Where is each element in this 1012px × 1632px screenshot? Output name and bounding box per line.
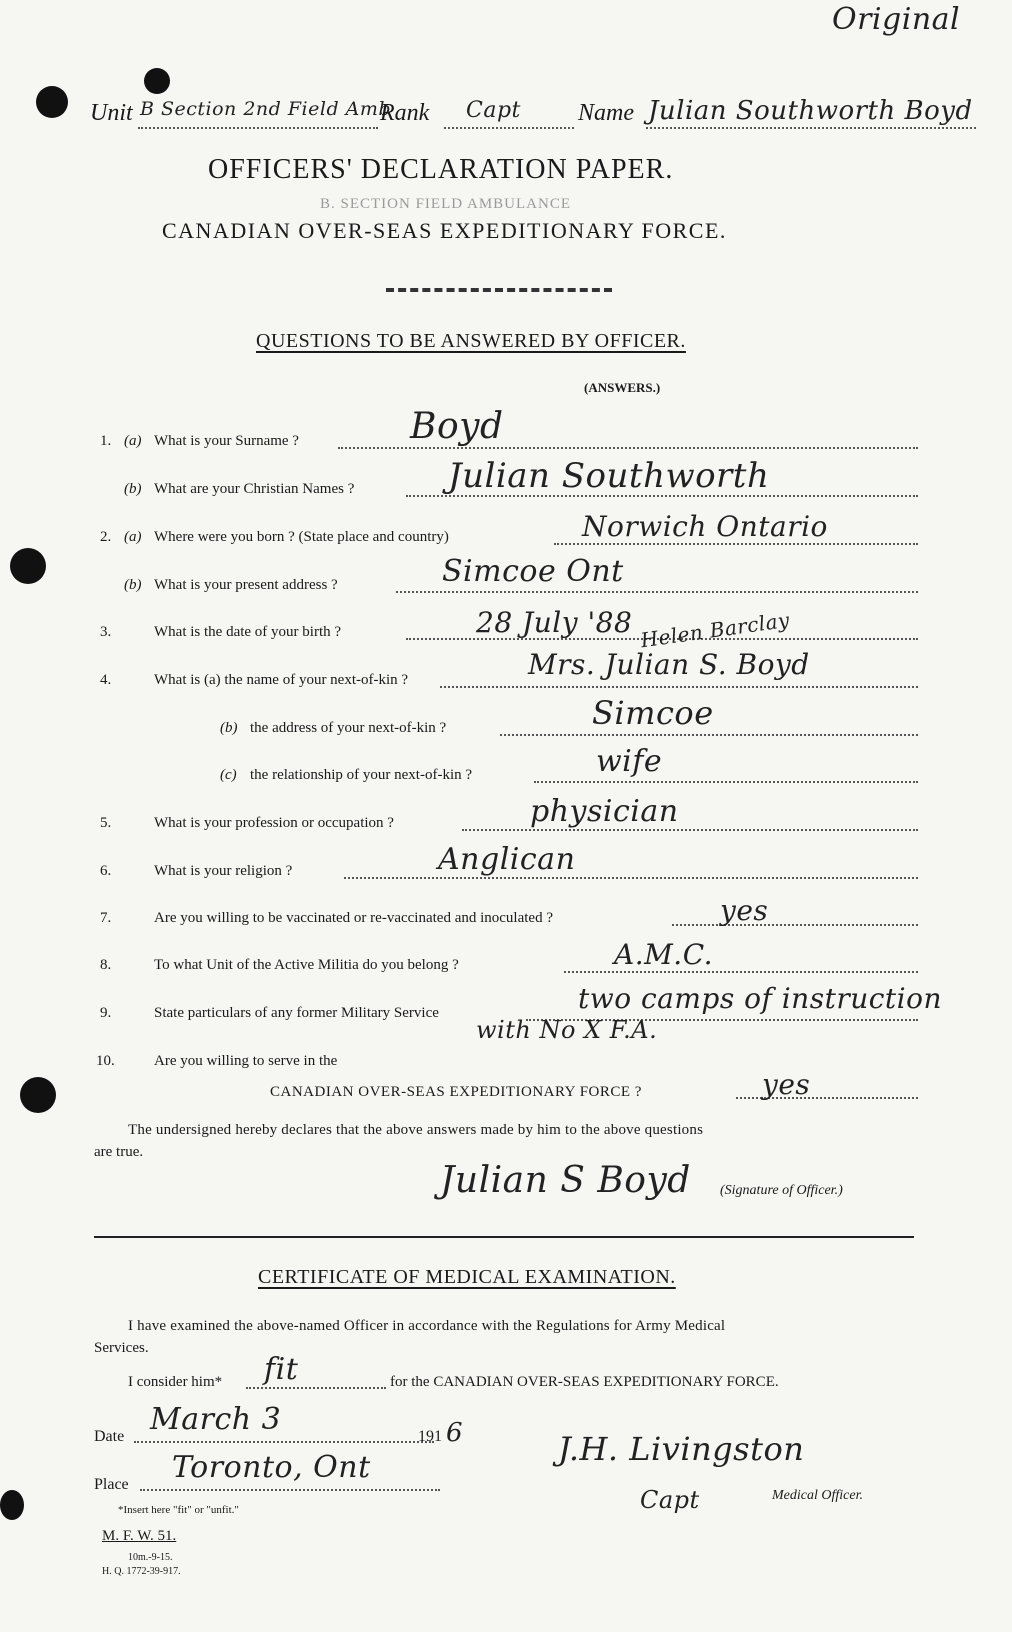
consider-value: fit bbox=[264, 1352, 299, 1387]
punch-hole-1 bbox=[36, 86, 68, 118]
q6-dots bbox=[344, 874, 918, 879]
decorative-rule bbox=[386, 288, 612, 296]
officer-signature: Julian S Boyd bbox=[440, 1160, 691, 1201]
q7-answer: yes bbox=[720, 894, 769, 927]
q2b-sub: (b) bbox=[124, 577, 142, 593]
q6-number: 6. bbox=[100, 863, 112, 879]
q8-number: 8. bbox=[100, 957, 112, 973]
q9-text: State particulars of any former Military Service bbox=[154, 1005, 439, 1021]
date-value: March 3 bbox=[150, 1402, 282, 1437]
punch-hole-4 bbox=[20, 1077, 56, 1113]
q4c-dots bbox=[534, 778, 918, 783]
rank-dots bbox=[444, 124, 574, 129]
q1-number: 1. bbox=[100, 433, 112, 449]
medical-officer-signature: J.H. Livingston bbox=[558, 1430, 805, 1468]
q1b-sub: (b) bbox=[124, 481, 142, 497]
q10-number: 10. bbox=[96, 1053, 115, 1069]
medical-line1: I have examined the above-named Officer in accordance with the Regulations for Army Medical bbox=[128, 1318, 726, 1334]
unit-value: B Section 2nd Field Amb bbox=[140, 98, 392, 120]
q5-text: What is your profession or occupation ? bbox=[154, 815, 394, 831]
q1a-sub: (a) bbox=[124, 433, 142, 449]
q1a-text: What is your Surname ? bbox=[154, 433, 299, 449]
declaration-line2: are true. bbox=[94, 1144, 144, 1160]
q9-answer-line2: with No X F.A. bbox=[476, 1016, 658, 1044]
q3-text: What is the date of your birth ? bbox=[154, 624, 342, 640]
name-dots bbox=[646, 124, 976, 129]
force-title: CANADIAN OVER-SEAS EXPEDITIONARY FORCE. bbox=[162, 218, 727, 243]
year-prefix: 191 bbox=[418, 1428, 442, 1445]
place-dots bbox=[140, 1486, 440, 1491]
q2a-answer: Norwich Ontario bbox=[582, 510, 828, 543]
q4b-sub: (b) bbox=[220, 720, 238, 736]
q4c-text: the relationship of your next-of-kin ? bbox=[250, 767, 473, 783]
original-mark: Original bbox=[832, 2, 961, 37]
rank-value: Capt bbox=[466, 98, 521, 123]
q10-force: CANADIAN OVER-SEAS EXPEDITIONARY FORCE ? bbox=[270, 1084, 642, 1100]
q3-answer: 28 July '88 bbox=[476, 606, 633, 639]
place-label: Place bbox=[94, 1476, 129, 1493]
punch-hole-3 bbox=[10, 548, 46, 584]
punch-hole-2 bbox=[144, 68, 170, 94]
q5-answer: physician bbox=[530, 794, 679, 829]
answers-label: (ANSWERS.) bbox=[584, 380, 661, 395]
date-label: Date bbox=[94, 1428, 125, 1445]
q6-text: What is your religion ? bbox=[154, 863, 293, 879]
signature-label: (Signature of Officer.) bbox=[720, 1183, 843, 1198]
q2-number: 2. bbox=[100, 529, 112, 545]
q2b-text: What is your present address ? bbox=[154, 577, 338, 593]
q9-number: 9. bbox=[100, 1005, 112, 1021]
q4-number: 4. bbox=[100, 672, 112, 688]
faint-stamp: B. SECTION FIELD AMBULANCE bbox=[320, 196, 572, 212]
q8-text: To what Unit of the Active Militia do you belong ? bbox=[154, 957, 459, 973]
q4c-answer: wife bbox=[596, 744, 663, 779]
q7-text: Are you willing to be vaccinated or re-vaccinated and inoculated ? bbox=[154, 910, 553, 926]
year-suffix: 6 bbox=[446, 1418, 464, 1448]
consider-prefix: I consider him* bbox=[128, 1374, 223, 1390]
q4a-dots bbox=[440, 683, 918, 688]
consider-suffix: for the CANADIAN OVER-SEAS EXPEDITIONARY FORCE. bbox=[390, 1374, 779, 1390]
rank-label: Rank bbox=[380, 100, 430, 126]
medical-officer-rank: Capt bbox=[640, 1486, 700, 1514]
unit-dots bbox=[138, 124, 378, 129]
q1b-text: What are your Christian Names ? bbox=[154, 481, 355, 497]
q2a-sub: (a) bbox=[124, 529, 142, 545]
q4a-annotation: Helen Barclay bbox=[639, 607, 792, 653]
section-divider bbox=[94, 1236, 914, 1238]
footnote: *Insert here "fit" or "unfit." bbox=[118, 1504, 239, 1516]
medical-officer-label: Medical Officer. bbox=[772, 1488, 863, 1503]
q4b-text: the address of your next-of-kin ? bbox=[250, 720, 447, 736]
q1a-answer: Boyd bbox=[410, 406, 504, 447]
form-code: M. F. W. 51. bbox=[102, 1528, 177, 1544]
q4a-answer: Mrs. Julian S. Boyd bbox=[528, 648, 810, 681]
medical-line2: Services. bbox=[94, 1340, 149, 1356]
name-label: Name bbox=[578, 100, 634, 126]
place-value: Toronto, Ont bbox=[172, 1450, 371, 1485]
print-line2: H. Q. 1772-39-917. bbox=[102, 1566, 181, 1577]
unit-label: Unit bbox=[90, 100, 133, 126]
q7-dots bbox=[672, 921, 918, 926]
medical-heading: CERTIFICATE OF MEDICAL EXAMINATION. bbox=[258, 1266, 676, 1288]
q6-answer: Anglican bbox=[438, 842, 576, 877]
q8-answer: A.M.C. bbox=[614, 938, 714, 971]
punch-hole-5 bbox=[0, 1490, 24, 1520]
q2b-answer: Simcoe Ont bbox=[442, 554, 624, 589]
name-value: Julian Southworth Boyd bbox=[648, 96, 973, 126]
q7-number: 7. bbox=[100, 910, 112, 926]
q9-answer: two camps of instruction bbox=[578, 982, 943, 1015]
q2a-text: Where were you born ? (State place and country) bbox=[154, 529, 449, 545]
date-dots bbox=[134, 1438, 434, 1443]
declaration-line1: The undersigned hereby declares that the above answers made by him to the above questions bbox=[128, 1122, 704, 1138]
q4a-text: What is (a) the name of your next-of-kin ? bbox=[154, 672, 409, 688]
q1b-answer: Julian Southworth bbox=[448, 456, 770, 496]
q4b-answer: Simcoe bbox=[592, 694, 714, 732]
q10-answer: yes bbox=[762, 1068, 811, 1101]
q3-number: 3. bbox=[100, 624, 112, 640]
print-line1: 10m.-9-15. bbox=[128, 1552, 173, 1563]
q4c-sub: (c) bbox=[220, 767, 237, 783]
q10-text: Are you willing to serve in the bbox=[154, 1053, 338, 1069]
q5-number: 5. bbox=[100, 815, 112, 831]
questions-heading: QUESTIONS TO BE ANSWERED BY OFFICER. bbox=[256, 330, 686, 352]
form-title: OFFICERS' DECLARATION PAPER. bbox=[208, 154, 674, 185]
